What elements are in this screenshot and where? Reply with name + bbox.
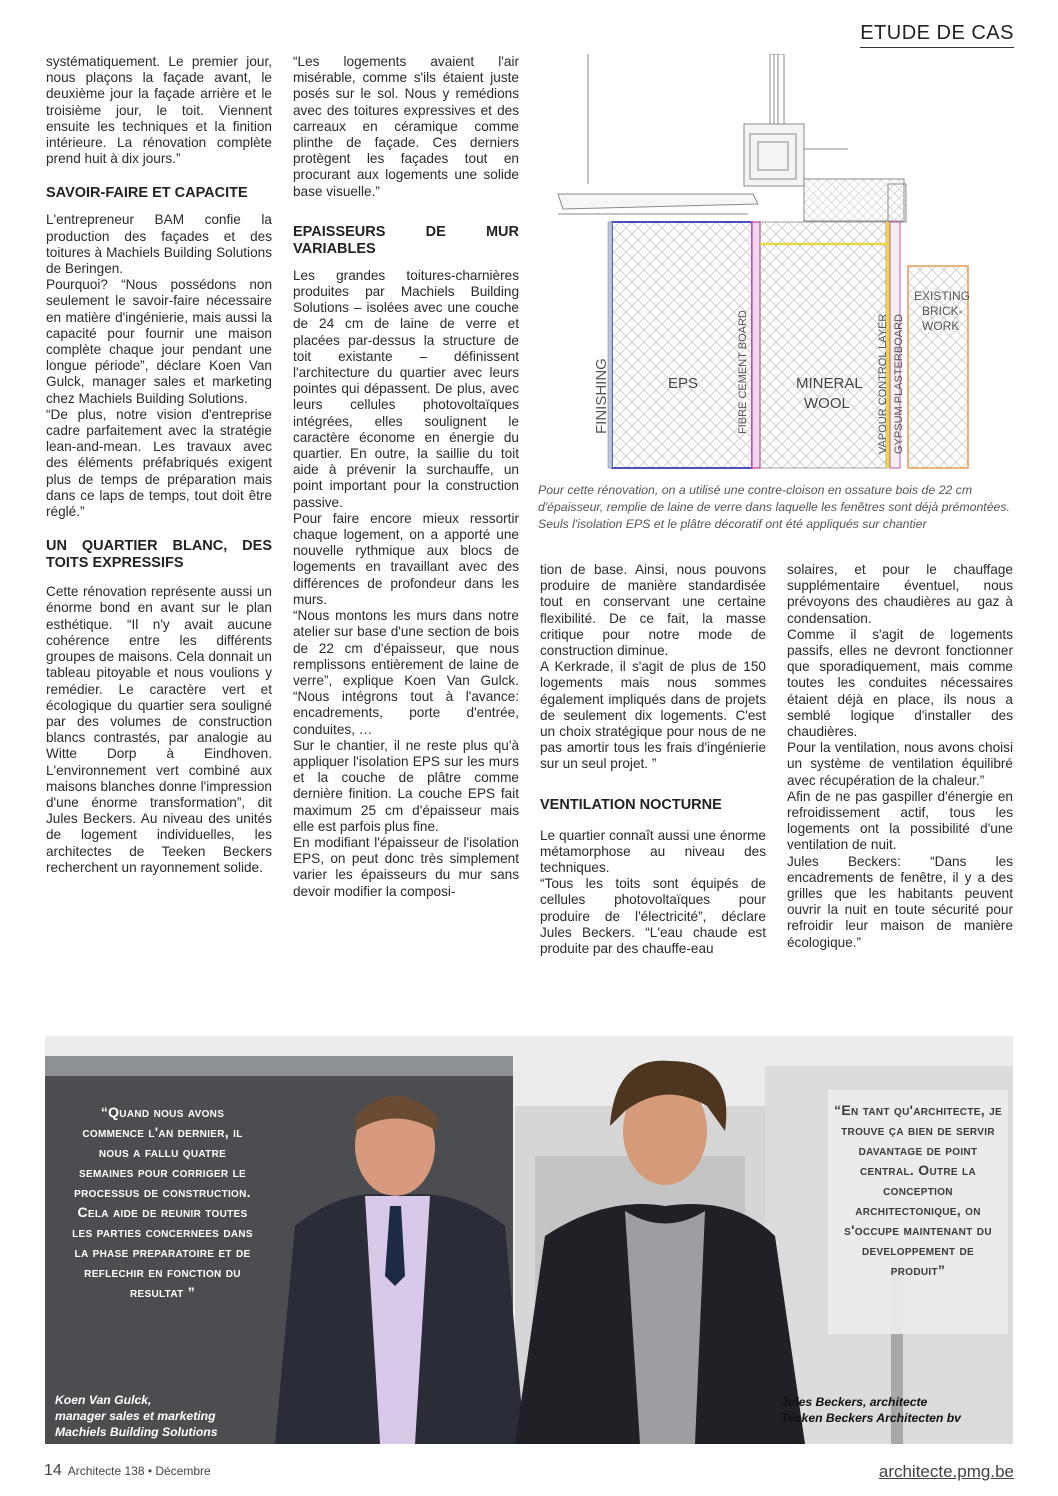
eps-layer: [612, 222, 752, 468]
paragraph: En modifiant l'épaisseur de l'isolation EPS, on peut donc très simplement varier les épaisseurs du mur sans devoir modifier la composi-: [293, 834, 519, 899]
paragraph: systématiquement. Le premier jour, nous plaçons la façade avant, le deuxième jour la façade arrière et le troisième jour, le toit. Viennent ensuite les techniques et la finition intérieure. La rénovation complète prend huit à dix jours.”: [46, 54, 272, 167]
subheading: VENTILATION NOCTURNE: [540, 796, 722, 813]
label-gypsum-plasterboard: GYPSUM PLASTERBOARD: [893, 314, 905, 454]
label-fibre-cement-board: FIBRE CEMENT BOARD: [737, 310, 749, 434]
section-label: ETUDE DE CAS: [860, 22, 1014, 48]
label-mineral-line2: WOOL: [804, 395, 850, 412]
label-mineral-line1: MINERAL: [796, 375, 863, 392]
paragraph: “Les logements avaient l'air misérable, comme s'ils étaient juste posés sur le sol. Nous y remédions avec des toitures expressives et des carreaux en céramique comme plinthe de façade. Ces derniers protègent les façades tout en procurant aux logements une solide base visuelle.”: [293, 54, 519, 199]
paragraph: Cette rénovation représente aussi un énorme bond en avant sur le plan esthétique. “Il n'y avait aucune cohérence entre les différents groupes de maisons. Cela donnait un tableau pitoyable et nous voulions y remédier. Le caractère vert et écologique du quartier sera souligné par des volumes de construction blancs contrastés, par analogie au Witte Dorp à Eindhoven. L'environnement vert combiné aux maisons blanches donne l'impression d'une énorme transformation”, dit Jules Beckers. Au niveau des unités de logement individuelles, les architectes de Teeken Beckers recherchent un rayonnement solide.: [46, 584, 272, 875]
caption-jules-beckers: [781, 1394, 1001, 1426]
caption-line: Koen Van Gulck,: [55, 1393, 152, 1407]
portrait-photo: [45, 1036, 1013, 1444]
paragraph: Pour faire encore mieux ressortir chaque logement, on a apporté une nouvelle rythmique aux blocs de logements en travaillant avec des différences de profondeur dans les murs.: [293, 510, 519, 607]
pull-quote-left-text: “Quand nous avons commence l'an dernier, il nous a fallu quatre semaines pour corriger le processus de construction. Cela aide de reunir toutes les parties concernees dans la phase preparatoire et de reflechir en fonction du resultat ”: [72, 1104, 253, 1300]
paragraph: L'entrepreneur BAM confie la production des façades et des toitures à Machiels Building Solutions de Beringen.: [46, 212, 272, 277]
paragraph: Pour la ventilation, nous avons choisi un système de ventilation équilibré avec récupération de la chaleur.”: [787, 740, 1013, 788]
label-vapour-control-layer: VAPOUR CONTROL LAYER: [877, 313, 889, 454]
text-column-3: [540, 562, 766, 957]
paragraph: Sur le chantier, il ne reste plus qu'à appliquer l'isolation EPS sur les murs et la couche de plâtre comme dernière finition. La couche EPS fait maximum 25 cm d'épaisseur mais elle est parfois plus fine.: [293, 737, 519, 834]
paragraph: Pourquoi? “Nous possédons non seulement le savoir-faire nécessaire en matière d'ingénierie, mais aussi la capacité pour fournir une maison complète chaque jour pendant une longue période”, déclare Koen Van Gulck, manager sales et marketing chez Machiels Building Solutions.: [46, 277, 272, 406]
footer-issue-info: [44, 1462, 211, 1480]
paragraph: “Nous montons les murs dans notre atelier sur base d'une section de bois de 22 cm d'épaisseur, que nous remplissons entièrement de laine de verre”, explique Koen Van Gulck. “Nous intégrons tout à l'avance: encadrements, porte d'entrée, conduites, …: [293, 608, 519, 737]
subheading: SAVOIR-FAIRE ET CAPACITE: [46, 185, 248, 202]
caption-line: Teeken Beckers Architecten bv: [781, 1411, 961, 1425]
issue-label: Architecte 138 • Décembre: [67, 1464, 211, 1478]
caption-line: Jules Beckers, architecte: [781, 1395, 928, 1409]
pull-quote-right: [828, 1090, 1008, 1334]
paragraph: Les grandes toitures-charnières produites par Machiels Building Solutions – isolées avec une couche de 24 cm de laine de verre et placées par-dessus la structure de toit existante – définissent l'architecture du quartier avec leurs pointes qui dépassent. De plus, avec leurs cellules photovoltaïques intégrées, elles soulignent le caractère économe en énergie du quartier. En outre, la saillie du toit aide à prévenir la surchauffe, un point important pour la construction passive.: [293, 267, 519, 510]
label-brick-line1: EXISTING: [914, 289, 971, 303]
caption-line: Machiels Building Solutions: [55, 1425, 218, 1439]
text-column-4: [787, 562, 1013, 951]
paragraph: A Kerkrade, il s'agit de plus de 150 logements mais nous sommes également impliqués dans de projets de seulement dix logements. C'est un choix stratégique pour nous de ne pas amortir tous les frais d'ingénierie sur un seul projet. ”: [540, 659, 766, 772]
paragraph: “De plus, notre vision d'entreprise cadre parfaitement avec la stratégie lean-and-mean. Les travaux avec des éléments préfabriqués exigent plus de temps de préparation mais dans ce laps de temps, tout doit être réglé.”: [46, 406, 272, 520]
text-column-2: [293, 54, 519, 900]
pull-quote-left: [45, 1088, 280, 1350]
fibre-cement-board-layer: [752, 222, 760, 468]
window-frame-drawing: [558, 54, 906, 222]
page-number: 14: [44, 1462, 62, 1479]
diagram-caption: Pour cette rénovation, on a utilisé une contre-cloison en ossature bois de 22 cm d'épaisseur, remplie de laine de verre dans laquelle les fenêtres sont déjà prémontées. Seuls l'isolation EPS et le plâtre décoratif ont été appliqués sur chantier: [538, 483, 1010, 531]
paragraph: tion de base. Ainsi, nous pouvons produire de manière standardisée tout en conservant une certaine flexibilité. De ce fait, la masse critique pour notre mode de construction diminue.: [540, 562, 766, 659]
pull-quote-right-text: “En tant qu'architecte, je trouve ça bien de servir davantage de point central. Outre la conception architectonique, on s'occupe maintenant du developpement de produit”: [834, 1102, 1002, 1278]
mineral-wool-layer: [760, 222, 886, 468]
label-eps: EPS: [668, 375, 699, 392]
footer-website-link[interactable]: architecte.pmg.be: [878, 1462, 1014, 1481]
label-finishing: FINISHING: [593, 358, 610, 434]
caption-line: manager sales et marketing: [55, 1409, 216, 1423]
paragraph: Afin de ne pas gaspiller d'énergie en refroidissement actif, tous les logements ont la possibilité d'une ventilation de nuit.: [787, 788, 1013, 853]
label-brick-line2: BRICK-: [922, 304, 963, 318]
subheading: UN QUARTIER BLANC, DES TOITS EXPRESSIFS: [46, 538, 272, 572]
paragraph: Le quartier connaît aussi une énorme métamorphose au niveau des techniques.: [540, 827, 766, 876]
paragraph: Comme il s'agit de logements passifs, elles ne devront fonctionner que sporadiquement, mais comme toutes les conduites nécessaires étaient déjà en place, ils nous a semblé logique d'installer des chaudières.: [787, 626, 1013, 740]
label-brick-line3: WORK: [922, 319, 960, 333]
wall-section-diagram: [548, 54, 1018, 474]
text-column-1: [46, 54, 272, 876]
subheading: EPAISSEURS DE MUR VARIABLES: [293, 223, 519, 257]
caption-koen-van-gulck: [55, 1392, 275, 1440]
paragraph: solaires, et pour le chauffage supplémentaire éventuel, nous prévoyons des chaudières au gaz à condensation.: [787, 562, 1013, 626]
paragraph: Jules Beckers: “Dans les encadrements de fenêtre, il y a des grilles que les habitants peuvent ouvrir la nuit en toute sécurité pour refroidir leur maison de manière écologique.”: [787, 853, 1013, 950]
paragraph: “Tous les toits sont équipés de cellules photovoltaïques pour produire de l'électricité”, déclare Jules Beckers. “L'eau chaude est produite par des chauffe-eau: [540, 876, 766, 957]
